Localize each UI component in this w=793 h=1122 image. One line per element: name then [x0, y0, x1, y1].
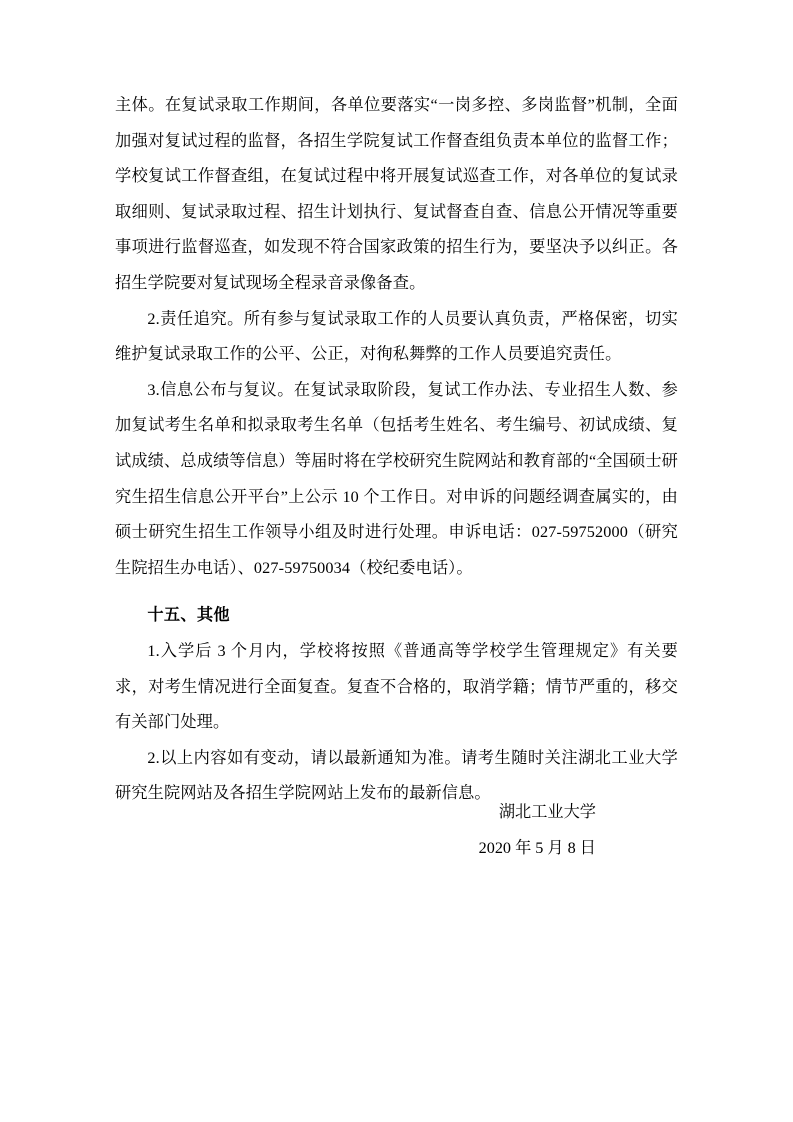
section-spacer [115, 586, 678, 598]
signature-date: 2020 年 5 月 8 日 [478, 838, 596, 857]
paragraph-accountability: 2.责任追究。所有参与复试录取工作的人员要认真负责，严格保密，切实维护复试录取工作的公平、公正，对徇私舞弊的工作人员要追究责任。 [115, 309, 678, 364]
signature-block [115, 795, 678, 866]
paragraph-supervision: 主体。在复试录取工作期间，各单位要落实“一岗多控、多岗监督”机制，全面加强对复试过程的监督，各招生学院复试工作督查组负责本单位的监督工作；学校复试工作督查组，在复试过程中将开展复试巡查工作，对各单位的复试录取细则、复试录取过程、招生计划执行、复试督查自查、信息公开情况等重要事项进行监督巡查，如发现不符合国家政策的招生行为，要坚决予以纠正。各招生学院要对复试现场全程录音录像备查。 [115, 96, 678, 292]
signature-organization: 湖北工业大学 [498, 803, 596, 821]
paragraph-notice: 2.以上内容如有变动，请以最新通知为准。请考生随时关注湖北工业大学研究生院网站及各招生学院网站上发布的最新信息。 [115, 748, 678, 803]
paragraph-disclosure: 3.信息公布与复议。在复试录取阶段，复试工作办法、专业招生人数、参加复试考生名单和拟录取考生名单（包括考生姓名、考生编号、初试成绩、复试成绩、总成绩等信息）等届时将在学校研究生院网站和教育部的“全国硕士研究生招生信息公开平台”上公示 10 个工作日。对申诉的问题经调查属实的，由硕士研究生招生工作领导小组及时进行处理。申诉电话：027-59752000（研究生院招生办电话）、027-59750034（校纪委电话）。 [115, 380, 678, 577]
paragraph-review: 1.入学后 3 个月内，学校将按照《普通高等学校学生管理规定》有关要求，对考生情况进行全面复查。复查不合格的，取消学籍；情节严重的，移交有关部门处理。 [115, 641, 678, 732]
section-heading-other: 十五、其他 [147, 606, 230, 625]
document-body [115, 88, 678, 812]
